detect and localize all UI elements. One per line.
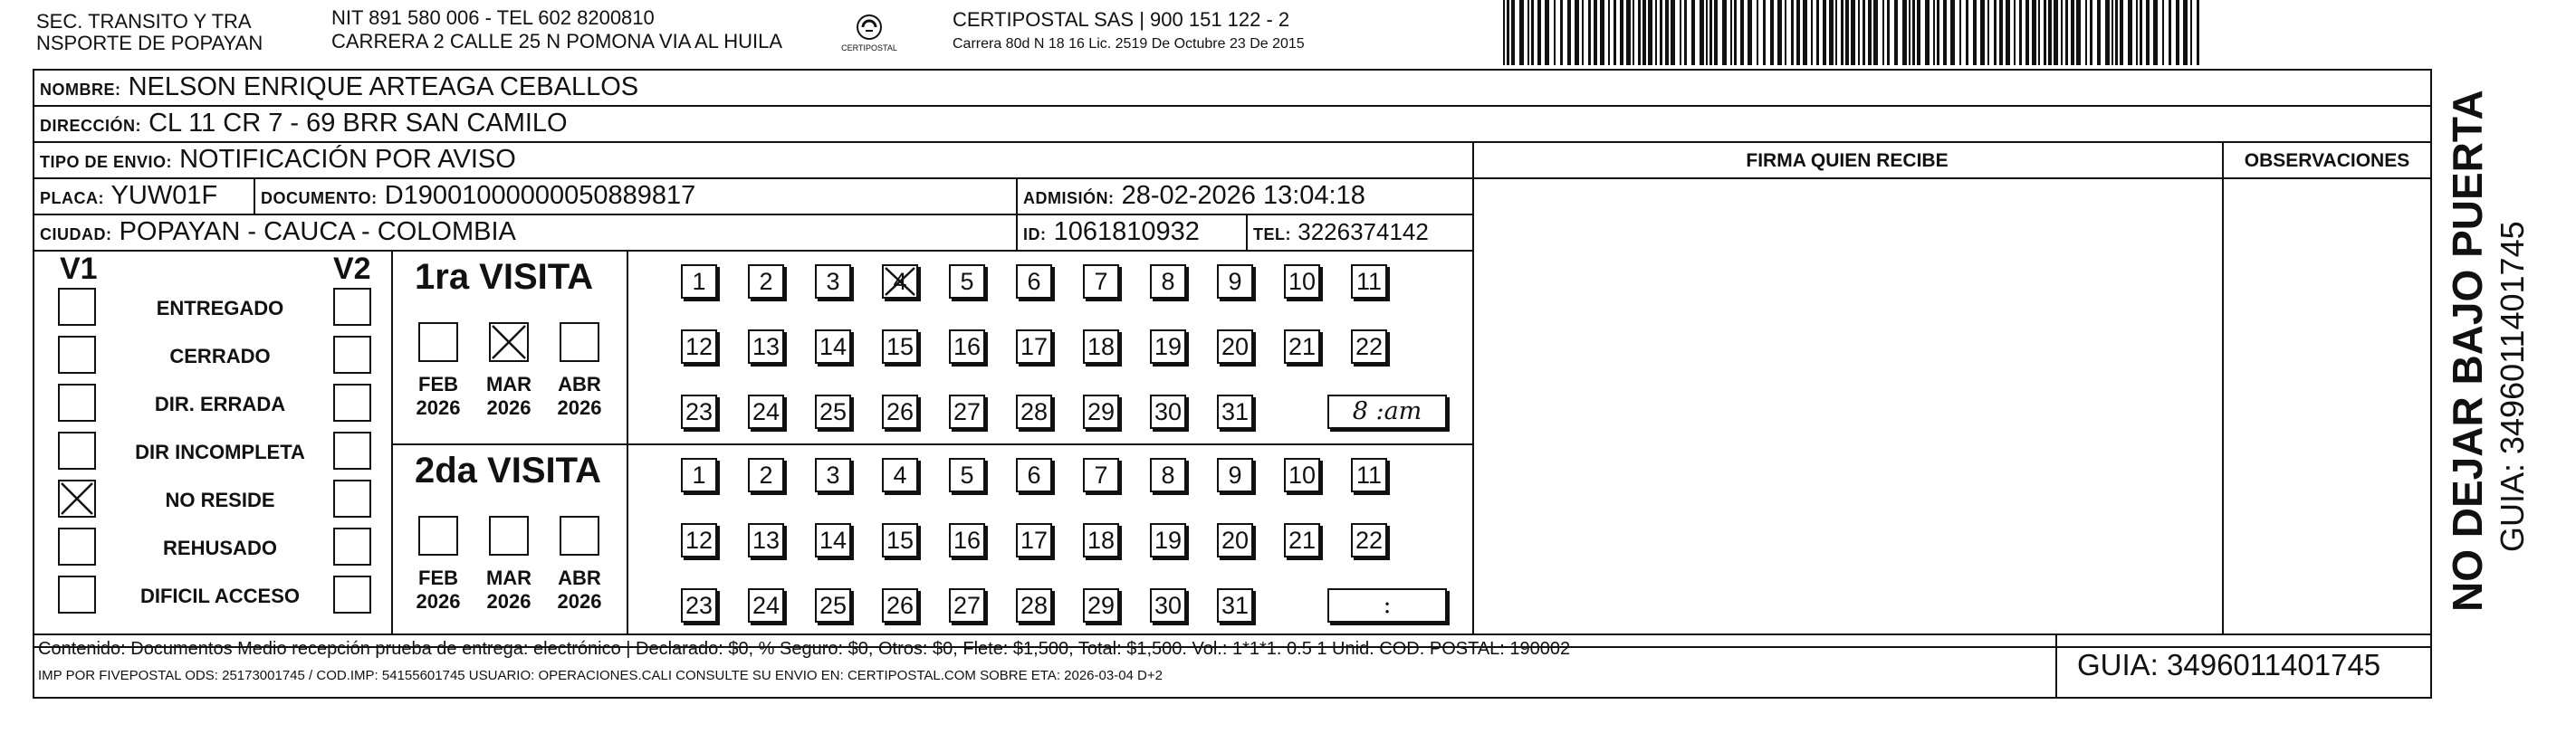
- day-box[interactable]: 6: [1016, 458, 1052, 492]
- month-checkbox[interactable]: [560, 516, 599, 556]
- day-box[interactable]: 31: [1217, 588, 1253, 623]
- barcode-bar: [1882, 0, 1884, 65]
- v2-checkbox[interactable]: [333, 336, 371, 374]
- barcode-bar: [1511, 0, 1515, 65]
- day-box[interactable]: 20: [1217, 329, 1253, 364]
- status-label: DIR INCOMPLETA: [135, 441, 305, 463]
- barcode-bar: [2136, 0, 2138, 65]
- barcode-bar: [1537, 0, 1541, 65]
- documento-value: D19001000000050889817: [384, 181, 696, 210]
- barcode-bar: [1554, 0, 1556, 65]
- v1-checkbox[interactable]: [58, 528, 96, 566]
- sender-line-2: NSPORTE DE POPAYAN: [36, 32, 263, 54]
- barcode-bar: [1894, 0, 1898, 65]
- day-box[interactable]: 2: [748, 458, 784, 492]
- barcode-bar: [1633, 0, 1634, 65]
- barcode-bar: [1503, 0, 1505, 65]
- day-box[interactable]: 13: [748, 523, 784, 557]
- v1-checkbox[interactable]: [58, 576, 96, 614]
- barcode-bar: [1937, 0, 1939, 65]
- day-box[interactable]: 26: [882, 395, 918, 429]
- day-box[interactable]: 14: [815, 329, 851, 364]
- day-box[interactable]: 30: [1150, 588, 1186, 623]
- barcode-bar: [1796, 0, 1800, 65]
- barcode-bar: [1973, 0, 1977, 65]
- placa-label: PLACA:: [40, 189, 104, 207]
- barcode-bar: [1763, 0, 1766, 65]
- ciudad-value: POPAYAN - CAUCA - COLOMBIA: [119, 217, 516, 246]
- barcode-bar: [2090, 0, 2092, 65]
- barcode-bar: [1841, 0, 1843, 65]
- day-box[interactable]: 8: [1150, 264, 1186, 299]
- documento-field: [261, 181, 695, 213]
- day-box[interactable]: 18: [1083, 523, 1119, 557]
- company-address: Carrera 80d N 18 16 Lic. 2519 De Octubre 23 De 2015: [953, 36, 1305, 52]
- day-box[interactable]: 7: [1083, 264, 1119, 299]
- barcode-bar: [2076, 0, 2081, 65]
- v1-header: V1: [60, 252, 98, 286]
- barcode-bar: [2019, 0, 2022, 65]
- barcode-bar: [1507, 0, 1509, 65]
- barcode-bar: [1829, 0, 1834, 65]
- certipostal-logo: [833, 11, 905, 56]
- barcode-bar: [1873, 0, 1878, 65]
- barcode-bar: [2115, 0, 2118, 65]
- month-checkbox[interactable]: [489, 516, 529, 556]
- barcode-bar: [1575, 0, 1579, 65]
- footer-print-info: IMP POR FIVEPOSTAL ODS: 25173001745 / COD.IMP: 54155601745 USUARIO: OPERACIONES.CALI CONSULTE SU ENVIO EN: CERTIPOSTAL.COM SOBRE ETA: 2026-03-04 D+2: [38, 668, 1163, 683]
- day-box[interactable]: 23: [681, 588, 717, 623]
- day-box[interactable]: 24: [748, 588, 784, 623]
- barcode-bar: [1594, 0, 1597, 65]
- barcode-bar: [1791, 0, 1794, 65]
- barcode-bar: [1648, 0, 1652, 65]
- barcode-bar: [1567, 0, 1571, 65]
- id-value: 1061810932: [1053, 217, 1200, 246]
- barcode-bar: [1917, 0, 1920, 65]
- day-box[interactable]: 4: [882, 264, 918, 299]
- placa-value: YUW01F: [110, 181, 218, 210]
- barcode-bar: [1740, 0, 1744, 65]
- barcode-bar: [1582, 0, 1584, 65]
- barcode-bar: [2112, 0, 2113, 65]
- tipo-label: TIPO DE ENVIO:: [40, 153, 173, 171]
- day-box[interactable]: 9: [1217, 458, 1253, 492]
- barcode-bar: [1909, 0, 1910, 65]
- tel-value: 3226374142: [1298, 218, 1429, 245]
- v1-check-mark: [58, 480, 96, 518]
- footer-guia: GUIA: 3496011401745: [2077, 648, 2381, 681]
- status-label: CERRADO: [169, 345, 271, 367]
- barcode-bar: [1642, 0, 1646, 65]
- month-label: ABR: [558, 567, 601, 589]
- barcode-bar: [1925, 0, 1930, 65]
- day-box[interactable]: 16: [949, 329, 985, 364]
- status-label: REHUSADO: [163, 537, 277, 559]
- firma-header: FIRMA QUIEN RECIBE: [1746, 150, 1949, 171]
- barcode-bar: [1671, 0, 1675, 65]
- barcode-bar: [1638, 0, 1641, 65]
- day-box[interactable]: 1: [681, 264, 717, 299]
- barcode-bar: [2120, 0, 2123, 65]
- barcode-bar: [2071, 0, 2074, 65]
- day-box[interactable]: 12: [681, 329, 717, 364]
- day-box[interactable]: 29: [1083, 588, 1119, 623]
- company-line: CERTIPOSTAL SAS | 900 151 122 - 2: [953, 8, 1290, 31]
- barcode-bar: [2105, 0, 2110, 65]
- tel-field: [1253, 217, 1429, 249]
- v2-checkbox[interactable]: [333, 528, 371, 566]
- barcode-bar: [1811, 0, 1813, 65]
- placa-field: [40, 181, 217, 213]
- v2-checkbox[interactable]: [333, 432, 371, 470]
- barcode-bar: [1994, 0, 1997, 65]
- month-year: 2026: [416, 396, 461, 419]
- direccion-value: CL 11 CR 7 - 69 BRR SAN CAMILO: [148, 109, 568, 138]
- day-box[interactable]: 19: [1150, 523, 1186, 557]
- day-box[interactable]: 27: [949, 395, 985, 429]
- barcode-bar: [2065, 0, 2068, 65]
- barcode-bar: [1665, 0, 1669, 65]
- barcode-bar: [1608, 0, 1610, 65]
- barcode-bar: [1966, 0, 1968, 65]
- barcode: [1503, 0, 2209, 65]
- barcode-bar: [2197, 0, 2199, 65]
- month-year: 2026: [416, 590, 461, 613]
- barcode-bar: [1700, 0, 1704, 65]
- month-check-mark: [489, 322, 529, 362]
- barcode-bar: [2038, 0, 2040, 65]
- month-checkbox[interactable]: [418, 322, 458, 362]
- signature-area[interactable]: [1474, 179, 2220, 632]
- time-field[interactable]: 8 :am: [1327, 395, 1447, 429]
- nit-line: NIT 891 580 006 - TEL 602 8200810: [331, 6, 655, 29]
- day-box[interactable]: 29: [1083, 395, 1119, 429]
- barcode-bar: [1785, 0, 1786, 65]
- barcode-bar: [1588, 0, 1591, 65]
- barcode-bar: [2128, 0, 2132, 65]
- day-box[interactable]: 15: [882, 329, 918, 364]
- barcode-bar: [1691, 0, 1695, 65]
- id-label: ID:: [1023, 225, 1047, 243]
- barcode-bar: [1748, 0, 1752, 65]
- day-box[interactable]: 14: [815, 523, 851, 557]
- barcode-bar: [1858, 0, 1860, 65]
- v2-checkbox[interactable]: [333, 384, 371, 422]
- month-year: 2026: [486, 396, 531, 419]
- barcode-bar: [1777, 0, 1782, 65]
- barcode-bar: [1560, 0, 1563, 65]
- barcode-bar: [1950, 0, 1955, 65]
- barcode-bar: [2054, 0, 2058, 65]
- barcode-bar: [1816, 0, 1819, 65]
- barcode-bar: [1626, 0, 1631, 65]
- nombre-field: [40, 72, 638, 104]
- month-label: FEB: [418, 373, 458, 395]
- day-box[interactable]: 12: [681, 523, 717, 557]
- v1-checkbox[interactable]: [58, 432, 96, 470]
- barcode-bar: [1902, 0, 1907, 65]
- barcode-bar: [2183, 0, 2188, 65]
- barcode-bar: [1730, 0, 1732, 65]
- direccion-label: DIRECCIÓN:: [40, 117, 141, 135]
- barcode-bar: [1722, 0, 1727, 65]
- day-box[interactable]: 21: [1284, 523, 1320, 557]
- day-box[interactable]: 22: [1351, 523, 1387, 557]
- barcode-bar: [1980, 0, 1985, 65]
- barcode-bar: [2169, 0, 2171, 65]
- barcode-bar: [2025, 0, 2029, 65]
- month-checkbox[interactable]: [560, 322, 599, 362]
- day-box[interactable]: 6: [1016, 264, 1052, 299]
- barcode-bar: [1519, 0, 1524, 65]
- day-box[interactable]: 24: [748, 395, 784, 429]
- address-line: CARRERA 2 CALLE 25 N POMONA VIA AL HUILA: [331, 30, 783, 52]
- day-box[interactable]: 4: [882, 458, 918, 492]
- barcode-bar: [1734, 0, 1737, 65]
- day-box[interactable]: 28: [1016, 395, 1052, 429]
- v2-checkbox[interactable]: [333, 576, 371, 614]
- barcode-bar: [1845, 0, 1849, 65]
- tipo-field: [40, 145, 516, 176]
- month-label: ABR: [558, 373, 601, 395]
- barcode-bar: [1706, 0, 1708, 65]
- v2-checkbox[interactable]: [333, 480, 371, 518]
- v1-checkbox[interactable]: [58, 288, 96, 326]
- barcode-bar: [1959, 0, 1961, 65]
- status-label: DIFICIL ACCESO: [139, 585, 300, 607]
- tipo-value: NOTIFICACIÓN POR AVISO: [179, 145, 516, 174]
- day-box[interactable]: 3: [815, 458, 851, 492]
- barcode-bar: [1803, 0, 1807, 65]
- barcode-bar: [1620, 0, 1623, 65]
- nombre-label: NOMBRE:: [40, 81, 121, 99]
- barcode-bar: [1823, 0, 1826, 65]
- day-box[interactable]: 27: [949, 588, 985, 623]
- direccion-field: [40, 109, 568, 140]
- visit-title: 2da VISITA: [415, 451, 601, 491]
- barcode-bar: [1680, 0, 1681, 65]
- barcode-bar: [1912, 0, 1915, 65]
- day-box[interactable]: 10: [1284, 264, 1320, 299]
- barcode-bar: [2014, 0, 2016, 65]
- barcode-bar: [1987, 0, 1989, 65]
- tel-label: TEL:: [1253, 225, 1291, 243]
- barcode-bar: [2153, 0, 2158, 65]
- admision-field: [1023, 181, 1365, 213]
- day-box[interactable]: 19: [1150, 329, 1186, 364]
- day-box[interactable]: 1: [681, 458, 717, 492]
- barcode-bar: [1527, 0, 1529, 65]
- month-year: 2026: [486, 590, 531, 613]
- barcode-bar: [2146, 0, 2150, 65]
- day-box[interactable]: 17: [1016, 329, 1052, 364]
- month-checkbox[interactable]: [418, 516, 458, 556]
- documento-label: DOCUMENTO:: [261, 189, 378, 207]
- day-box[interactable]: 15: [882, 523, 918, 557]
- barcode-bar: [1600, 0, 1604, 65]
- day-check-mark: [882, 264, 918, 299]
- month-year: 2026: [557, 396, 602, 419]
- barcode-bar: [1655, 0, 1657, 65]
- ciudad-label: CIUDAD:: [40, 225, 112, 243]
- nombre-value: NELSON ENRIQUE ARTEAGA CEBALLOS: [128, 72, 639, 101]
- day-box[interactable]: 22: [1351, 329, 1387, 364]
- barcode-bar: [1770, 0, 1774, 65]
- time-field[interactable]: :: [1327, 588, 1447, 623]
- day-box[interactable]: 28: [1016, 588, 1052, 623]
- side-guia: GUIA: 3496011401745: [2494, 221, 2531, 552]
- day-box[interactable]: 17: [1016, 523, 1052, 557]
- day-box[interactable]: 31: [1217, 395, 1253, 429]
- id-field: [1023, 217, 1200, 249]
- day-box[interactable]: 30: [1150, 395, 1186, 429]
- barcode-bar: [2176, 0, 2179, 65]
- barcode-bar: [1887, 0, 1890, 65]
- day-box[interactable]: 23: [681, 395, 717, 429]
- day-box[interactable]: 18: [1083, 329, 1119, 364]
- barcode-bar: [1709, 0, 1712, 65]
- v1-checkbox[interactable]: [58, 336, 96, 374]
- day-box[interactable]: 13: [748, 329, 784, 364]
- ciudad-field: [40, 217, 516, 249]
- day-box[interactable]: 8: [1150, 458, 1186, 492]
- barcode-bar: [1835, 0, 1837, 65]
- day-box[interactable]: 26: [882, 588, 918, 623]
- barcode-bar: [1943, 0, 1947, 65]
- barcode-bar: [1933, 0, 1935, 65]
- day-box[interactable]: 25: [815, 395, 851, 429]
- barcode-bar: [1714, 0, 1718, 65]
- day-box[interactable]: 25: [815, 588, 851, 623]
- status-label: NO RESIDE: [165, 489, 275, 511]
- month-label: FEB: [418, 567, 458, 589]
- day-box[interactable]: 3: [815, 264, 851, 299]
- barcode-bar: [2190, 0, 2192, 65]
- barcode-bar: [2140, 0, 2142, 65]
- barcode-bar: [1868, 0, 1872, 65]
- v2-header: V2: [333, 252, 371, 286]
- day-box[interactable]: 11: [1351, 458, 1387, 492]
- barcode-bar: [1863, 0, 1865, 65]
- barcode-bar: [2048, 0, 2052, 65]
- day-box[interactable]: 5: [949, 264, 985, 299]
- sender-line-1: SEC. TRANSITO Y TRA: [36, 10, 252, 33]
- barcode-bar: [1545, 0, 1549, 65]
- day-box[interactable]: 21: [1284, 329, 1320, 364]
- barcode-bar: [1684, 0, 1687, 65]
- observaciones-header: OBSERVACIONES: [2244, 150, 2410, 171]
- barcode-bar: [2097, 0, 2101, 65]
- barcode-bar: [2061, 0, 2063, 65]
- barcode-bar: [2085, 0, 2087, 65]
- barcode-bar: [1999, 0, 2003, 65]
- day-box[interactable]: 11: [1351, 264, 1387, 299]
- barcode-bar: [1660, 0, 1662, 65]
- month-label: MAR: [485, 373, 532, 395]
- v2-checkbox[interactable]: [333, 288, 371, 326]
- barcode-bar: [2162, 0, 2164, 65]
- barcode-bar: [1757, 0, 1758, 65]
- status-label: DIR. ERRADA: [154, 393, 286, 415]
- day-box[interactable]: 5: [949, 458, 985, 492]
- admision-value: 28-02-2026 13:04:18: [1121, 181, 1365, 210]
- barcode-bar: [2044, 0, 2046, 65]
- status-label: ENTREGADO: [156, 297, 284, 319]
- no-dejar-warning: NO DEJAR BAJO PUERTA: [2444, 90, 2491, 612]
- barcode-bar: [1851, 0, 1855, 65]
- day-box[interactable]: 10: [1284, 458, 1320, 492]
- barcode-bar: [2006, 0, 2010, 65]
- day-box[interactable]: 7: [1083, 458, 1119, 492]
- logo-text: CERTIPOSTAL: [841, 43, 897, 52]
- day-box[interactable]: 20: [1217, 523, 1253, 557]
- v1-checkbox[interactable]: [58, 384, 96, 422]
- barcode-bar: [1614, 0, 1616, 65]
- observations-area[interactable]: [2224, 179, 2430, 632]
- day-box[interactable]: 9: [1217, 264, 1253, 299]
- barcode-bar: [1531, 0, 1534, 65]
- day-box[interactable]: 16: [949, 523, 985, 557]
- month-label: MAR: [485, 567, 532, 589]
- day-box[interactable]: 2: [748, 264, 784, 299]
- month-year: 2026: [557, 590, 602, 613]
- visit-title: 1ra VISITA: [415, 257, 594, 297]
- admision-label: ADMISIÓN:: [1023, 189, 1115, 207]
- footer-content: Contenido: Documentos Medio recepción prueba de entrega: electrónico | Declarado: $0, % Seguro: $0, Otros: $0, Flete: $1,500, Total: $1,500. Vol.: 1*1*1. 0.5 1 Unid. COD. POSTAL: 190002: [38, 639, 1571, 659]
- barcode-bar: [2032, 0, 2036, 65]
